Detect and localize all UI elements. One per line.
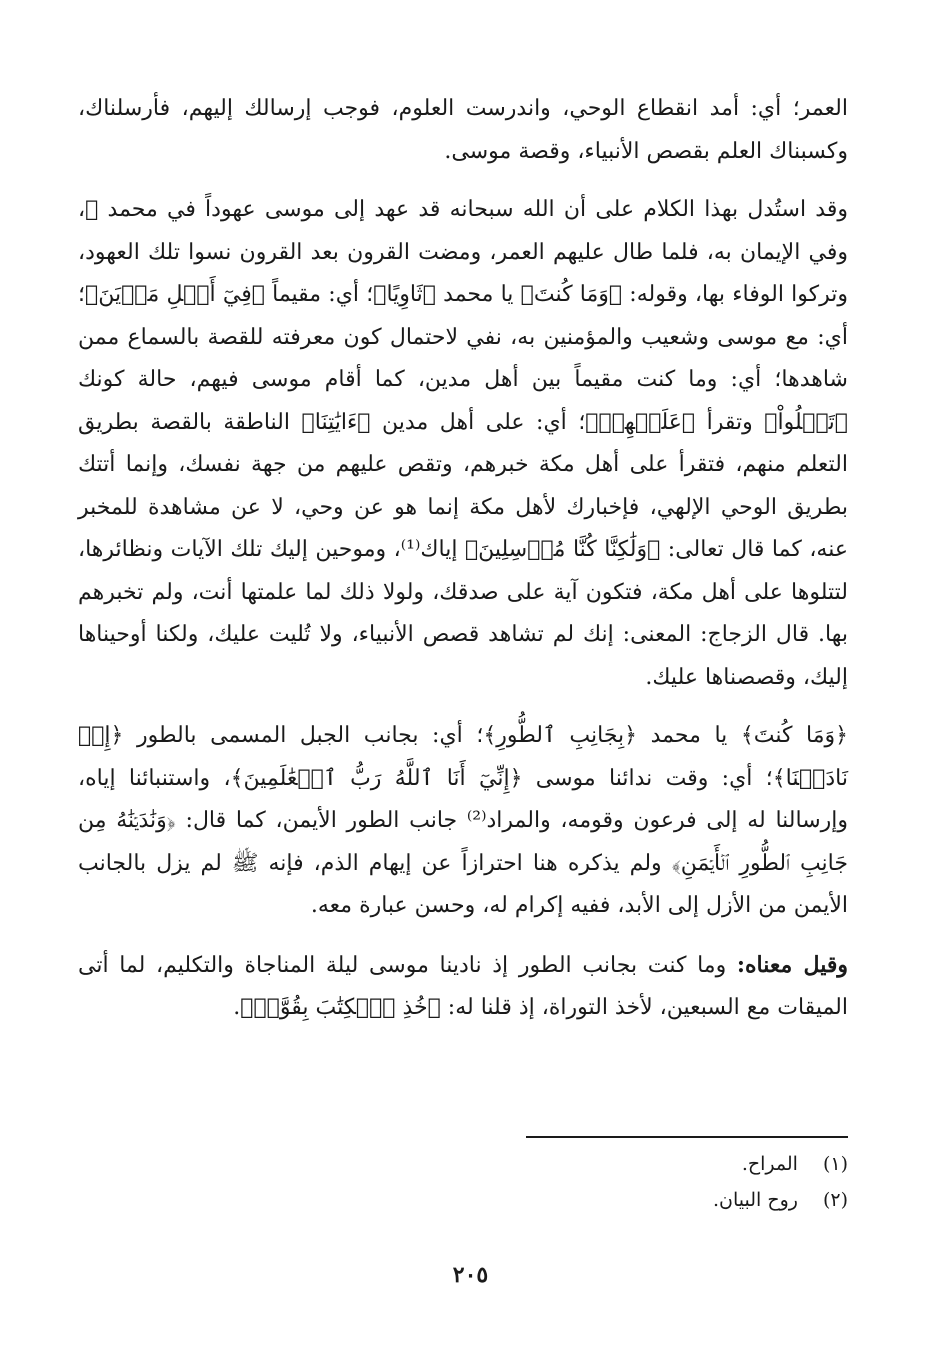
footnote-text: المراح.: [741, 1153, 798, 1175]
footnote-text: روح البيان.: [712, 1189, 798, 1211]
footnote-1: [78, 1146, 848, 1182]
paragraph-2: وقد استُدل بهذا الكلام على أن الله سبحانه قد عهد إلى موسى عهوداً في محمد ﷺ، وفي الإيمان به، فلما طال عليهم العمر، ومضت القرون بعد القرون نسوا تلك العهود، وتركوا الوفاء بها، وقوله: ﴿وَمَا كُنتَ﴾ يا محمد ﴿ثَاوِيًا﴾؛ أي: مقيماً ﴿فِيٓ أَهۡلِ مَدۡيَنَ﴾؛ أي: مع موسى وشعيب والمؤمنين به، نفي لاحتمال كون معرفته للقصة بالسماع ممن شاهدها؛ أي: وما كنت مقيماً بين أهل مدين، كما أقام موسى فيهم، حالة كونك ﴿تَتۡلُواْ﴾ وتقرأ ﴿عَلَيۡهِمۡ﴾؛ أي: على أهل مدين ﴿ءَايَٰتِنَا﴾ الناطقة بالقصة بطريق التعلم منهم، فتقرأ على أهل مكة خبرهم، وتقص عليهم من جهة نفسك، وإنما أتتك بطريق الوحي الإلهي، فإخبارك لأهل مكة إنما هو عن وحي، لا عن مشاهدة للمخبر عنه، كما قال تعالى: ﴿وَلَٰكِنَّا كُنَّا مُرۡسِلِينَ﴾ إياك⁽¹⁾، وموحين إليك تلك الآيات ونظائرها، لتتلوها على أهل مكة، فتكون آية على صدقك، ولولا ذلك لما علمتها أنت، ولم تخبرهم بها. قال الزجاج: المعنى: إنك لم تشاهد قصص الأنبياء، ولا تُليت عليك، ولكنا أوحيناها إليك، وقصصناها عليك.: [78, 197, 849, 690]
footnotes: [78, 1146, 848, 1218]
paragraph-1: العمر؛ أي: أمد انقطاع الوحي، واندرست العلوم، فوجب إرسالك إليهم، فأرسلناك، وكسبناك العلم بقصص الأنبياء، وقصة موسى.: [78, 96, 848, 164]
paragraph-4-text: وما كنت بجانب الطور إذ نادينا موسى ليلة المناجاة والتكليم، لما أتى الميقات مع السبعين، لأخذ التوراة، إذ قلنا له: ﴿خُذِ ٱلۡكِتَٰبَ بِقُوَّةٖ﴾.: [78, 952, 848, 1020]
footnote-2: [78, 1182, 848, 1218]
paragraph-4: [78, 944, 848, 1030]
footnote-divider: [526, 1136, 848, 1138]
paragraph-3: ﴿وَمَا كُنتَ﴾ يا محمد ﴿بِجَانِبِ ٱلطُّورِ﴾؛ أي: بجانب الجبل المسمى بالطور ﴿إِذۡ نَادَيۡنَا﴾؛ أي: وقت ندائنا موسى ﴿إِنِّيٓ أَنَا ٱللَّهُ رَبُّ ٱلۡعَٰلَمِينَ﴾، واستنبائنا إياه، وإرسالنا له إلى فرعون وقومه، والمراد⁽²⁾ جانب الطور الأيمن، كما قال: ﴿وَنَٰدَيۡنَٰهُ مِن جَانِبِ ٱلطُّورِ ٱلۡأَيۡمَنِ﴾ ولم يذكره هنا احترازاً عن إيهام الذم، فإنه ﷺ لم يزل بالجانب الأيمن من الأزل إلى الأبد، ففيه إكرام له، وحسن عبارة معه.: [78, 723, 848, 918]
footnote-number: (٢): [822, 1189, 848, 1211]
paragraph-4-lead: وقيل معناه:: [736, 951, 848, 978]
footnote-number: (١): [822, 1153, 848, 1175]
page-content: [78, 88, 849, 1211]
page-number: ٢٠٥: [452, 1262, 489, 1288]
